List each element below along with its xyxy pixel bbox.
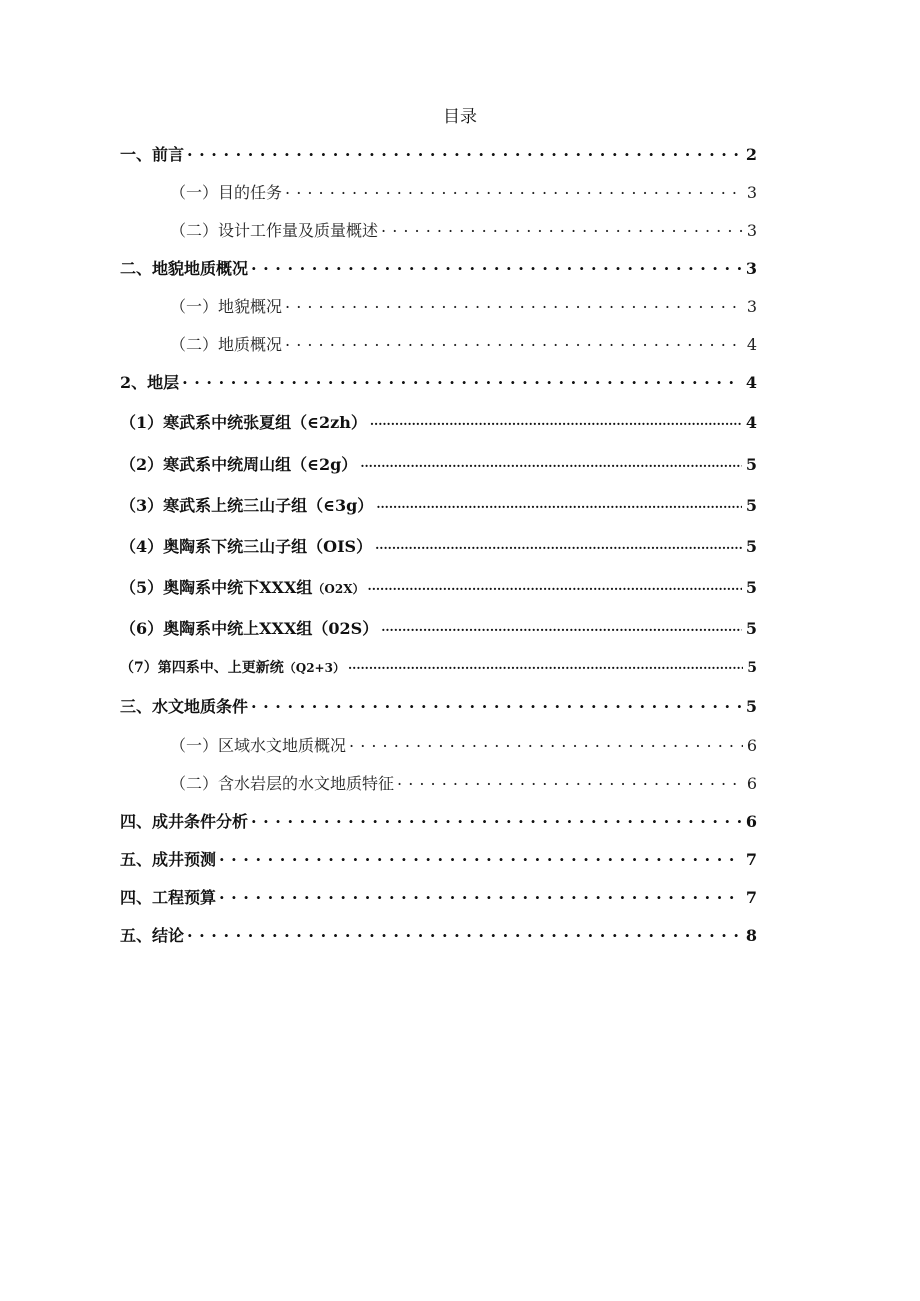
dot-leader bbox=[375, 534, 742, 552]
toc-entry-label: （一）区域水文地质概况 bbox=[170, 736, 347, 755]
toc-page-number: 5 bbox=[745, 697, 757, 716]
toc-page-number: 5 bbox=[745, 578, 757, 597]
toc-page-number: 4 bbox=[745, 413, 757, 432]
toc-entry[interactable] bbox=[170, 180, 757, 203]
toc-page-number: 7 bbox=[745, 850, 757, 869]
dot-leader bbox=[187, 923, 742, 941]
dot-leader bbox=[285, 294, 743, 312]
toc-entry-label: （二）地质概况 bbox=[170, 335, 283, 354]
dot-leader bbox=[397, 771, 743, 789]
toc-entry-label: 四、工程预算 bbox=[120, 888, 217, 907]
toc-entry-label-suffix: （Q2+3） bbox=[283, 661, 345, 676]
toc-entry[interactable] bbox=[170, 332, 757, 355]
toc-entry-label: （2）寒武系中统周山组（∈2g） bbox=[120, 455, 358, 474]
toc-page-number: 5 bbox=[745, 455, 757, 474]
dot-leader bbox=[251, 256, 742, 274]
toc-page-number: 3 bbox=[746, 297, 757, 316]
toc-page-number: 6 bbox=[745, 812, 757, 831]
toc-entry-label: 2、地层 bbox=[120, 373, 180, 392]
dot-leader bbox=[251, 809, 742, 827]
toc-entry[interactable] bbox=[120, 885, 757, 908]
toc-page-number: 6 bbox=[746, 774, 757, 793]
toc-entry[interactable] bbox=[120, 410, 757, 433]
toc-entry[interactable] bbox=[170, 218, 757, 241]
dot-leader bbox=[349, 733, 743, 751]
toc-entry-label: （1）寒武系中统张夏组（∈2zh） bbox=[120, 413, 367, 432]
toc-entry-label: 五、成井预测 bbox=[120, 850, 217, 869]
toc-entry[interactable] bbox=[120, 142, 757, 165]
toc-page-number: 4 bbox=[745, 373, 757, 392]
dot-leader bbox=[187, 142, 742, 160]
dot-leader bbox=[285, 332, 743, 350]
dot-leader bbox=[368, 575, 742, 593]
dot-leader bbox=[370, 410, 742, 428]
toc-page-number: 7 bbox=[745, 888, 757, 907]
toc-entry-label: （二）设计工作量及质量概述 bbox=[170, 221, 379, 240]
toc-page-number: 5 bbox=[747, 660, 757, 677]
toc-entry-label: 五、结论 bbox=[120, 926, 185, 945]
dot-leader bbox=[381, 218, 743, 236]
toc-entry[interactable] bbox=[120, 493, 757, 516]
toc-entry[interactable] bbox=[120, 370, 757, 393]
toc-page-number: 2 bbox=[745, 145, 757, 164]
toc-entry-label: （3）寒武系上统三山子组（∈3g） bbox=[120, 496, 374, 515]
toc-entry-label: （一）目的任务 bbox=[170, 183, 283, 202]
dot-leader bbox=[182, 370, 742, 388]
toc-page-number: 5 bbox=[745, 537, 757, 556]
toc-entry[interactable] bbox=[120, 847, 757, 870]
toc-entry[interactable] bbox=[120, 452, 757, 475]
toc-title: 目录 bbox=[443, 107, 477, 127]
toc-entry[interactable] bbox=[170, 733, 757, 756]
toc-entry[interactable] bbox=[120, 575, 757, 598]
toc-page-number: 5 bbox=[745, 496, 757, 515]
toc-entry-label: 四、成井条件分析 bbox=[120, 812, 249, 831]
dot-leader bbox=[219, 847, 742, 865]
toc-entry-label bbox=[120, 575, 365, 598]
toc-entry[interactable] bbox=[120, 256, 757, 279]
toc-page-number: 3 bbox=[746, 183, 757, 202]
dot-leader bbox=[219, 885, 742, 903]
toc-entry-label-main: （7）第四系中、上更新统 bbox=[120, 660, 284, 677]
dot-leader bbox=[376, 493, 742, 511]
toc-entry[interactable] bbox=[120, 657, 757, 677]
toc-page-number: 3 bbox=[746, 221, 757, 240]
toc-page-number: 4 bbox=[746, 335, 757, 354]
toc-page-number: 6 bbox=[746, 736, 757, 755]
toc-entry-label-suffix: （O2X） bbox=[312, 582, 365, 596]
toc-entry[interactable] bbox=[120, 923, 757, 946]
toc-entry[interactable] bbox=[170, 771, 757, 794]
dot-leader bbox=[348, 657, 743, 672]
toc-entry[interactable] bbox=[120, 616, 757, 639]
toc-entry[interactable] bbox=[120, 809, 757, 832]
toc-entry-label bbox=[120, 657, 345, 677]
toc-page-number: 8 bbox=[745, 926, 757, 945]
toc-page-number: 5 bbox=[745, 619, 757, 638]
dot-leader bbox=[360, 452, 742, 470]
toc-entry-label: 一、前言 bbox=[120, 145, 185, 164]
toc-entry[interactable] bbox=[120, 694, 757, 717]
dot-leader bbox=[285, 180, 743, 198]
toc-page-number: 3 bbox=[745, 259, 757, 278]
toc-entry[interactable] bbox=[120, 534, 757, 557]
toc-entry-label: 二、地貌地质概况 bbox=[120, 259, 249, 278]
toc-entry-label: （6）奥陶系中统上XXX组（02S） bbox=[120, 619, 379, 638]
toc-entry-label: 三、水文地质条件 bbox=[120, 697, 249, 716]
toc-entry-label: （4）奥陶系下统三山子组（OIS） bbox=[120, 537, 373, 556]
toc-entry[interactable] bbox=[170, 294, 757, 317]
dot-leader bbox=[251, 694, 742, 712]
toc-entry-label-main: （5）奥陶系中统下XXX组 bbox=[120, 578, 313, 597]
dot-leader bbox=[381, 616, 742, 634]
toc-entry-label: （一）地貌概况 bbox=[170, 297, 283, 316]
toc-entry-label: （二）含水岩层的水文地质特征 bbox=[170, 774, 395, 793]
